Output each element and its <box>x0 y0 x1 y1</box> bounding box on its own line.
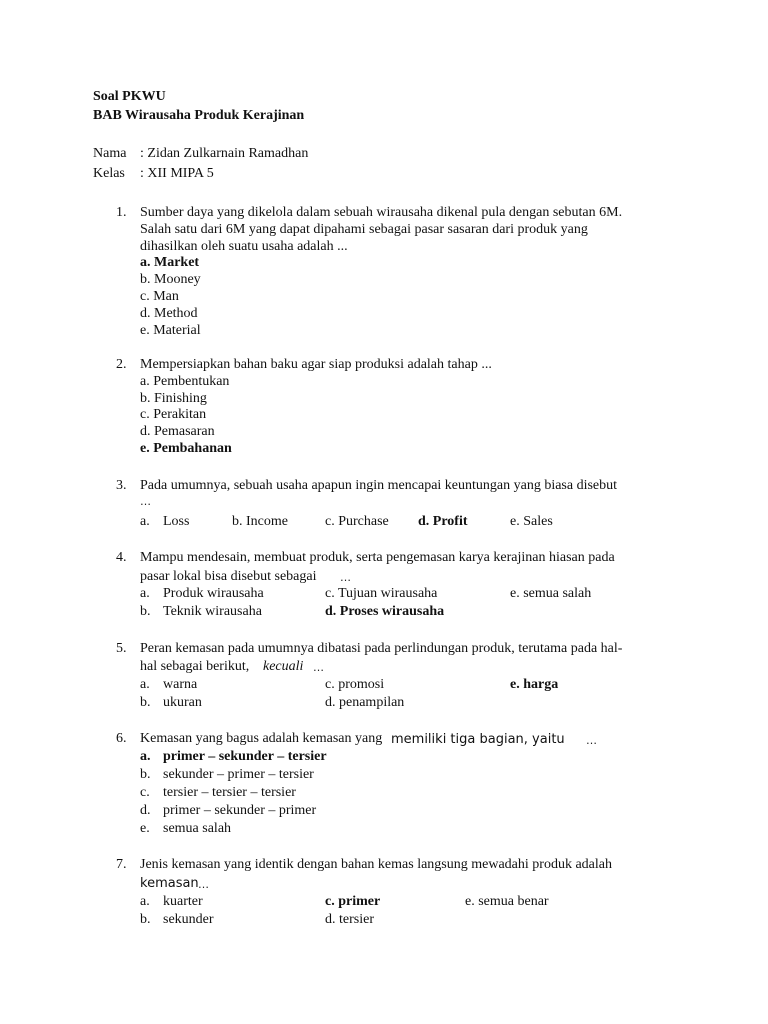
option-b-letter: b. <box>140 767 151 782</box>
question-number: 7. <box>116 857 127 872</box>
option-c: c. Tujuan wirausaha <box>325 586 438 601</box>
option-e-letter: e. <box>140 821 150 836</box>
option-a-letter: a. <box>140 749 151 764</box>
question-text-sans: memiliki tiga bagian, yaitu <box>391 732 565 747</box>
name-value: : Zidan Zulkarnain Ramadhan <box>140 146 309 161</box>
ellipsis: … <box>340 571 351 584</box>
question-text: Mampu mendesain, membuat produk, serta pengemasan karya kerajinan hiasan pada <box>140 550 615 565</box>
option-d-letter: d. <box>140 803 151 818</box>
question-text: Pada umumnya, sebuah usaha apapun ingin mencapai keuntungan yang biasa disebut <box>140 478 618 493</box>
ellipsis: … <box>198 878 209 891</box>
question-number: 3. <box>116 478 127 493</box>
option-d: d. Pemasaran <box>140 424 215 439</box>
ellipsis: … <box>586 734 597 747</box>
option-b: Teknik wirausaha <box>163 604 262 619</box>
option-a: Loss <box>163 514 190 529</box>
question-text: Mempersiapkan bahan baku agar siap produksi adalah tahap ... <box>140 357 492 372</box>
question-text: Peran kemasan pada umumnya dibatasi pada perlindungan produk, terutama pada hal- <box>140 641 623 656</box>
option-e: e. Sales <box>510 514 553 529</box>
option-b: b. Finishing <box>140 391 207 406</box>
question-number: 5. <box>116 641 127 656</box>
question-text: Kemasan yang bagus adalah kemasan yang <box>140 731 383 746</box>
question-text: dihasilkan oleh suatu usaha adalah ... <box>140 239 348 254</box>
option-a-answer: primer – sekunder – tersier <box>163 749 327 764</box>
question-text-sans: kemasan <box>140 876 199 891</box>
option-c-answer: c. primer <box>325 894 381 909</box>
question-text: pasar lokal bisa disebut sebagai <box>140 569 317 584</box>
option-c: c. Man <box>140 289 179 304</box>
option-d-answer: d. Proses wirausaha <box>325 604 445 619</box>
question-text: hal sebagai berikut, <box>140 659 250 674</box>
option-b: b. Income <box>232 514 288 529</box>
option-a-letter: a. <box>140 894 150 909</box>
option-b-letter: b. <box>140 604 151 619</box>
doc-title: Soal PKWU <box>93 89 166 104</box>
option-a: kuarter <box>163 894 203 909</box>
option-e-answer: e. harga <box>510 677 559 692</box>
doc-subtitle: BAB Wirausaha Produk Kerajinan <box>93 108 305 123</box>
option-c: c. Purchase <box>325 514 389 529</box>
option-e: semua salah <box>163 821 232 836</box>
option-a: warna <box>163 677 198 692</box>
option-a-letter: a. <box>140 514 150 529</box>
question-number: 6. <box>116 731 127 746</box>
option-e: e. semua salah <box>510 586 592 601</box>
option-c: c. promosi <box>325 677 385 692</box>
option-d: d. penampilan <box>325 695 405 710</box>
question-text-italic: kecuali <box>263 659 304 674</box>
option-b: b. Mooney <box>140 272 201 287</box>
option-a: Produk wirausaha <box>163 586 264 601</box>
question-text: Salah satu dari 6M yang dapat dipahami sebagai pasar sasaran dari produk yang <box>140 222 588 237</box>
question-text: Sumber daya yang dikelola dalam sebuah wirausaha dikenal pula dengan sebutan 6M. <box>140 205 623 220</box>
question-number: 2. <box>116 357 127 372</box>
class-value: : XII MIPA 5 <box>140 166 214 181</box>
option-c: c. Perakitan <box>140 407 207 422</box>
option-e: e. Material <box>140 323 201 338</box>
question-number: 1. <box>116 205 127 220</box>
question-number: 4. <box>116 550 127 565</box>
option-b-letter: b. <box>140 912 151 927</box>
option-d: primer – sekunder – primer <box>163 803 317 818</box>
question-text: Jenis kemasan yang identik dengan bahan kemas langsung mewadahi produk adalah <box>140 857 612 872</box>
option-b: ukuran <box>163 695 202 710</box>
ellipsis: … <box>313 661 324 674</box>
name-label: Nama <box>93 146 127 161</box>
option-d: d. tersier <box>325 912 374 927</box>
option-c: tersier – tersier – tersier <box>163 785 296 800</box>
option-b-letter: b. <box>140 695 151 710</box>
option-a-letter: a. <box>140 586 150 601</box>
option-d: d. Method <box>140 306 198 321</box>
option-d-answer: d. Profit <box>418 514 468 529</box>
option-c-letter: c. <box>140 785 150 800</box>
option-a-letter: a. <box>140 677 150 692</box>
option-a: a. Pembentukan <box>140 374 230 389</box>
option-e-answer: e. Pembahanan <box>140 441 232 456</box>
option-b: sekunder – primer – tersier <box>163 767 314 782</box>
class-label: Kelas <box>93 166 125 181</box>
option-e: e. semua benar <box>465 894 549 909</box>
ellipsis: … <box>140 495 151 508</box>
option-a-answer: a. Market <box>140 255 200 270</box>
option-b: sekunder <box>163 912 214 927</box>
